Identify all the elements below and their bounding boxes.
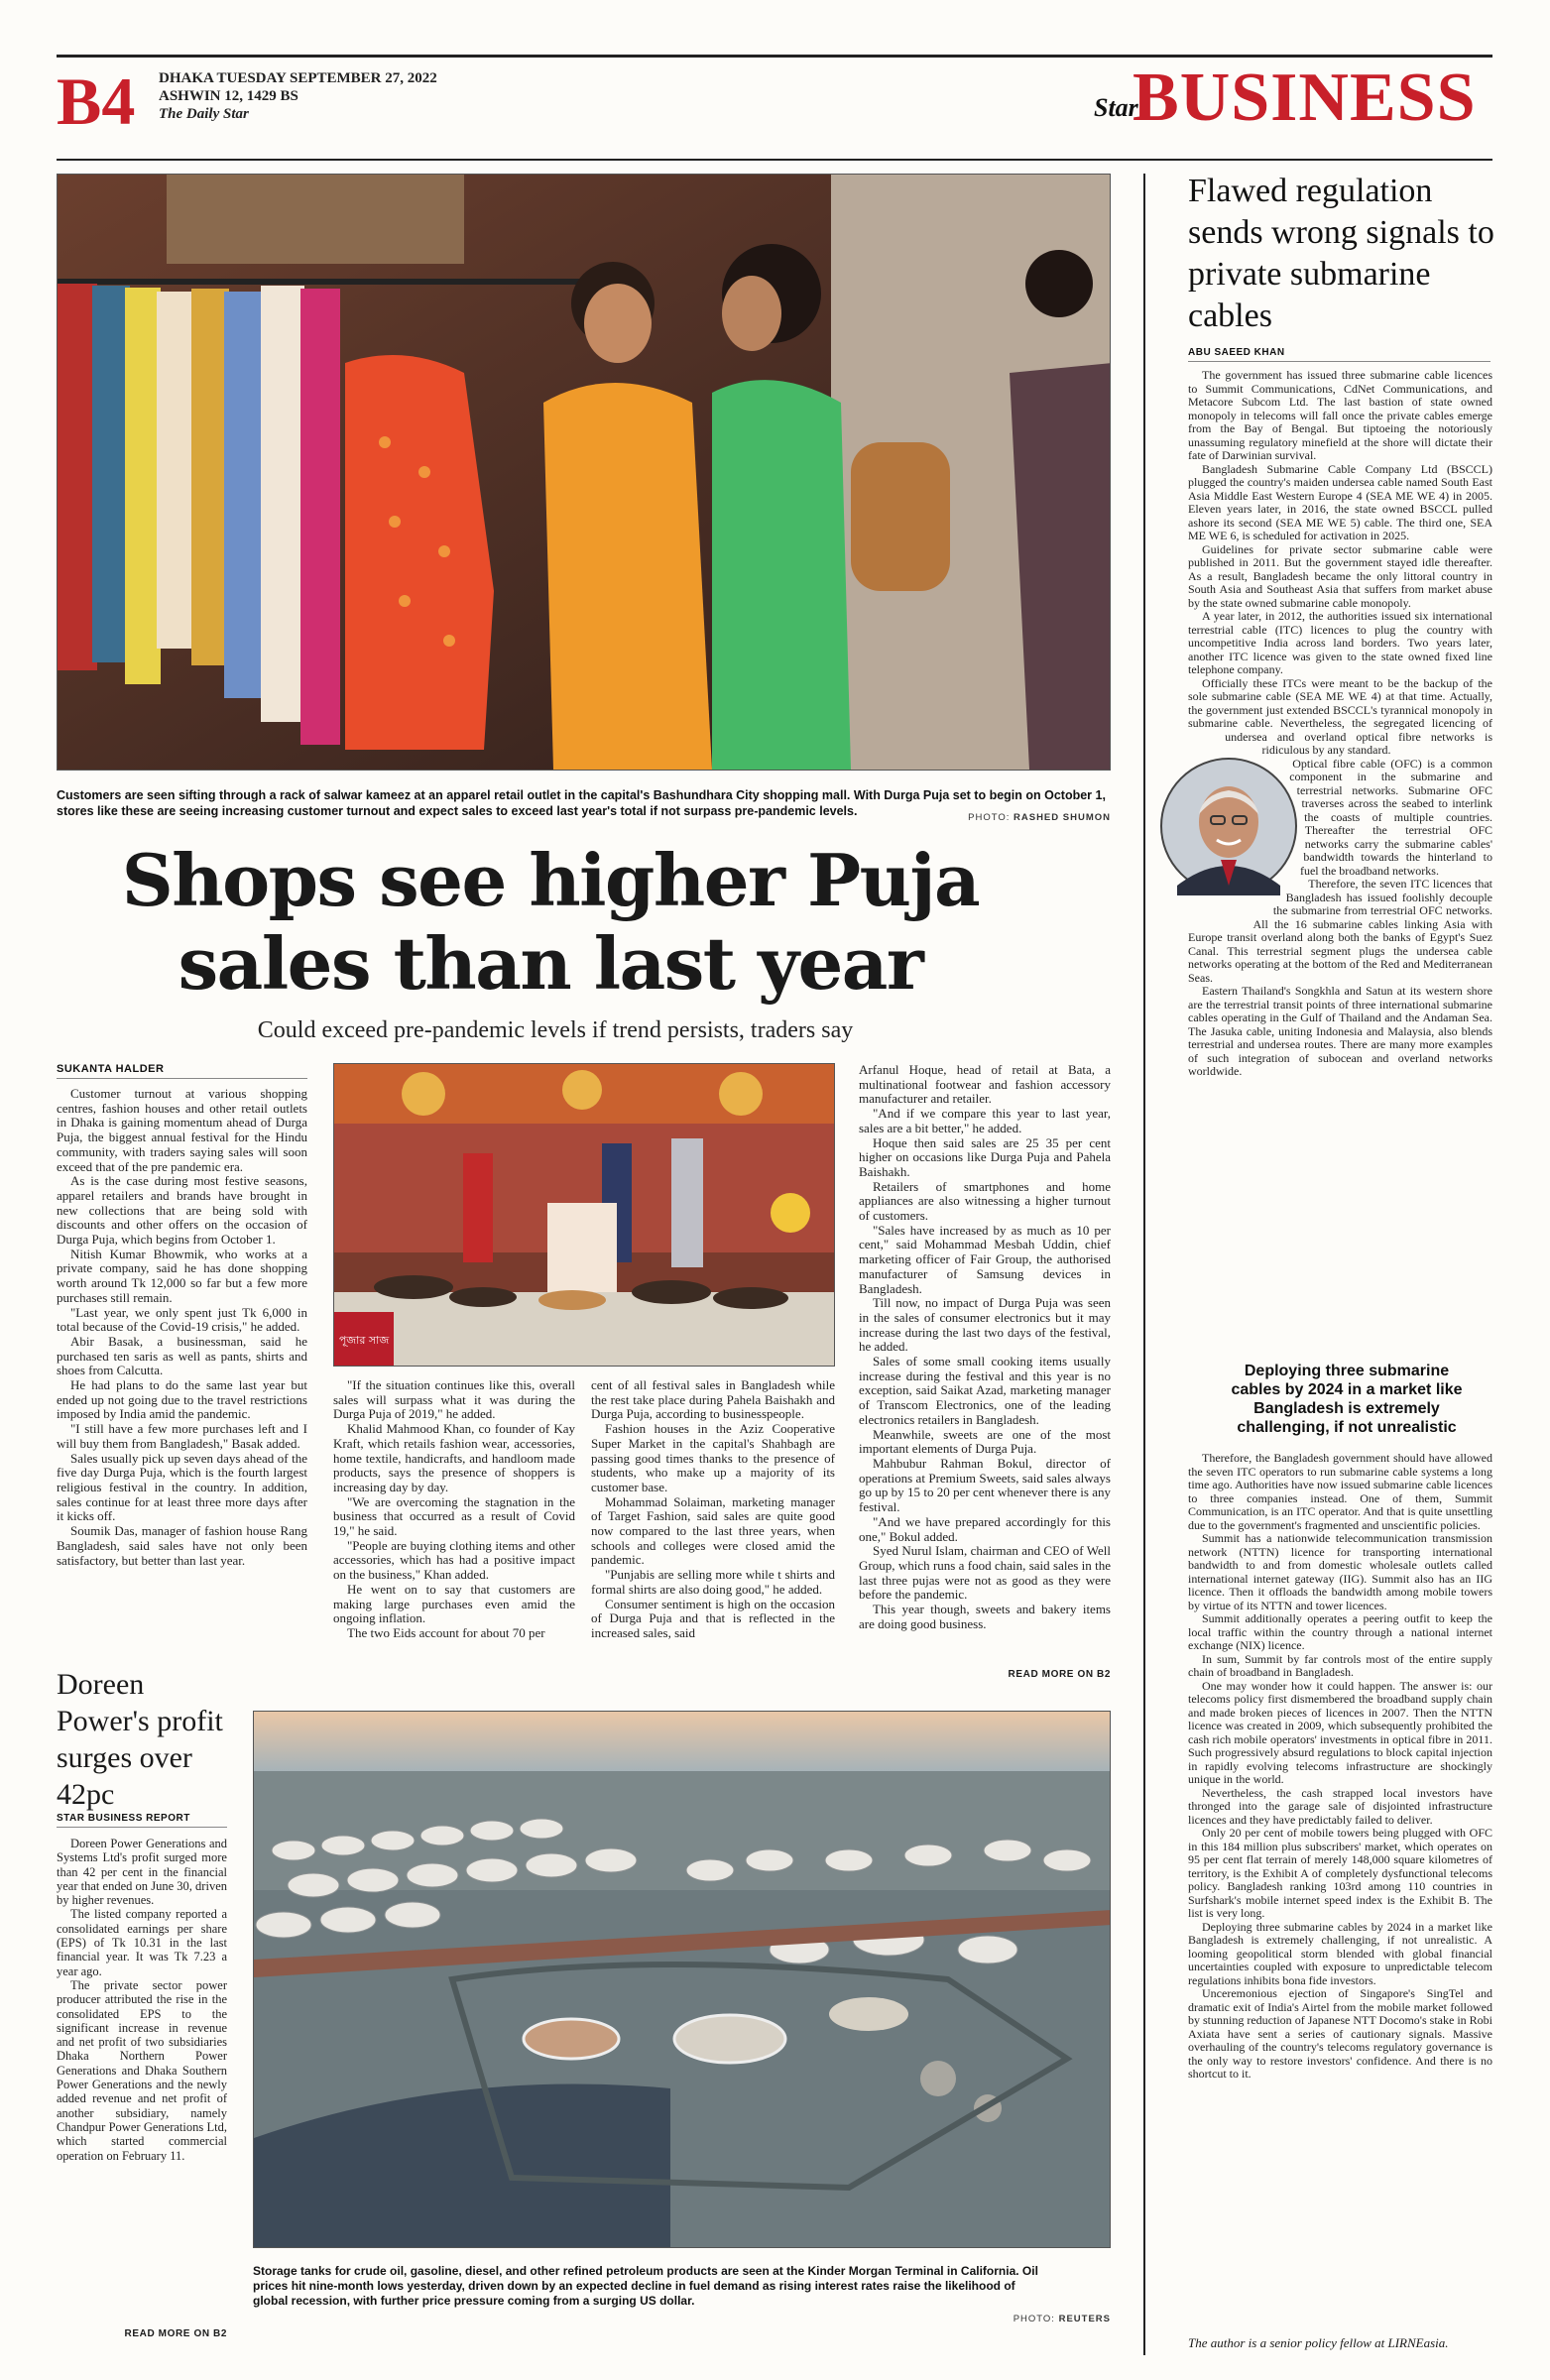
author-portrait bbox=[1154, 752, 1303, 900]
author-tagline: The author is a senior policy fellow at LIRNEasia. bbox=[1188, 2335, 1449, 2350]
shopping-photo bbox=[57, 174, 1111, 771]
page-number: B4 bbox=[57, 63, 136, 139]
masthead-name: The Daily Star bbox=[159, 106, 249, 122]
main-headline: Shops see higher Puja sales than last year bbox=[121, 838, 980, 1006]
paragraph: Consumer sentiment is high on the occasion of Durga Puja and that is reflected in the increased sales, said bbox=[591, 1596, 835, 1640]
author-portrait-illustration bbox=[1159, 757, 1298, 895]
paragraph: Sales usually pick up seven days ahead of the five day Durga Puja, which is the fourth largest religious festival in the country. In addition, sales continue for at least three more days after it kicks off. bbox=[57, 1450, 307, 1524]
paragraph: A year later, in 2012, the authorities issued six international terrestrial cable (ITC) licences to plug the country with uncompetitive India across land borders. Two years later, another ITC licence was given to the state owned fixed line telephone company. bbox=[1188, 609, 1492, 676]
paragraph: He went on to say that customers are making large purchases even amid the ongoing inflation. bbox=[333, 1581, 575, 1626]
paragraph: Soumik Das, manager of fashion house Rang Bangladesh, said sales have not only been satisfactory, but better than last year. bbox=[57, 1523, 307, 1568]
paragraph: Guidelines for private sector submarine cable were published in 2011. But the government stayed idle thereafter. As a result, Bangladesh became the only littoral country in South Asia and Southeast Asia that suffers from market abuse by the state owned submarine cable monopoly. bbox=[1188, 541, 1492, 610]
star-logo: Star bbox=[1094, 93, 1138, 122]
paragraph: Unceremonious ejection of Singapore's SingTel and dramatic exit of India's Airtel from the mobile market followed by stunning reduction of Japanese NTT Docomo's stake in Robi Axiata have sent a series of cautionary signals. Massive overhauling of the country's telecoms regulatory governance is the only way to restore investors' confidence. And there is no shortcut to it. bbox=[1188, 1986, 1492, 2081]
paragraph: Meanwhile, sweets are one of the most important elements of Durga Puja. bbox=[859, 1426, 1111, 1457]
paragraph: Retailers of smartphones and home appliances are also witnessing a higher turnout of customers. bbox=[859, 1178, 1111, 1224]
paragraph: Arfanul Hoque, head of retail at Bata, a multinational footwear and fashion accessory manufacturer and retailer. bbox=[859, 1063, 1111, 1107]
paragraph: Mohammad Solaiman, marketing manager of Target Fashion, said sales are quite good now compared to the last three years, when schools and colleges were closed amid the pandemic. bbox=[591, 1493, 835, 1568]
paragraph: Summit has a nationwide telecommunication transmission network (NTTN) licence for transporting international bandwidth to and from domestic wholesale outlets called international internet gateway (IIG). Summit also has an IIG licence. Then it offloads the bandwidth among mobile towers by virtue of its NTTN and tower licences. bbox=[1188, 1531, 1492, 1612]
side-byline: ABU SAEED KHAN bbox=[1188, 347, 1285, 358]
shopping-photo-illustration bbox=[58, 175, 1111, 771]
paragraph: "And we have prepared accordingly for this one," Bokul added. bbox=[859, 1513, 1111, 1544]
doreen-read-more-link[interactable]: READ MORE ON B2 bbox=[124, 2328, 227, 2339]
paragraph: Syed Nurul Islam, chairman and CEO of Well Group, which runs a food chain, said sales in the last three pujas were not as good as they were before the pandemic. bbox=[859, 1543, 1111, 1603]
promo-poster bbox=[547, 1203, 617, 1292]
paragraph: Bangladesh Submarine Cable Company Ltd (BSCCL) plugged the country's maiden undersea cable named South East Asia Middle East Western Europe 4 (SEA ME WE 4) in 2005. Eleven years later, in 2016, the state owned BSCCL pulled ashore its second (SEA ME WE 5) cable. The third one, SEA ME WE 6, is scheduled for activation in 2025. bbox=[1188, 461, 1492, 542]
main-col-1 bbox=[57, 1087, 307, 1682]
main-col-4 bbox=[859, 1063, 1111, 1680]
paragraph: The government has issued three submarine cable licences to Summit Communications, CdNet Communications, and Metacore Subcom Ltd. The last bastion of state owned monopoly in telecoms will fall once the private cables emerge from the Bay of Bengal. But tiptoeing the notoriously unassuming regulatory minefield at the shore will dictate their fate of Darwinian survival. bbox=[1188, 369, 1492, 462]
paragraph: "And if we compare this year to last year, sales are a bit better," he added. bbox=[859, 1106, 1111, 1135]
paragraph: "I still have a few more purchases left and I will buy them from Bangladesh," Basak added. bbox=[57, 1421, 307, 1451]
section-title: BUSINESS bbox=[1133, 60, 1477, 136]
paragraph: Fashion houses in the Aziz Cooperative Super Market in the capital's Shahbagh are passing good times thanks to the presence of students, who make up a majority of its customer base. bbox=[591, 1421, 835, 1494]
paragraph: In sum, Summit by far controls most of the entire supply chain of broadband in Bangladesh. bbox=[1188, 1651, 1492, 1679]
paragraph: As is the case during most festive seasons, apparel retailers and brands have brought in new collections that are being sold with discounts and other offers on the occasion of Durga Puja, which begins from October 1. bbox=[57, 1173, 307, 1248]
paragraph: Therefore, the seven ITC licences that Bangladesh has issued foolishly decouple the submarine from terrestrial OFC networks. All the 16 submarine cables linking Asia with Europe transit overland along both the banks of Egypt's Suez Canal. This terrestrial segment plugs the undersea cable networks operating at the bottom of the Red and Mediterranean Seas. bbox=[1188, 877, 1492, 985]
main-col-3 bbox=[591, 1378, 835, 1694]
masthead-rule bbox=[57, 159, 1492, 161]
side-col-b bbox=[1188, 1452, 1492, 2324]
shopper-figure bbox=[671, 1138, 703, 1267]
paragraph: He had plans to do the same last year but ended up not going due to the travel restrictions imposed by India amid the pandemic. bbox=[57, 1377, 307, 1422]
paragraph: Doreen Power Generations and Systems Ltd's profit surged more than 42 per cent in the financial year that ended on June 30, driven by higher revenues. bbox=[57, 1837, 227, 1908]
paragraph: This year though, sweets and bakery items are doing good business. bbox=[859, 1602, 1111, 1631]
main-photo-credit bbox=[949, 812, 1111, 823]
store-photo-illustration bbox=[334, 1064, 835, 1367]
main-dek: Could exceed pre-pandemic levels if trend persists, traders say bbox=[257, 1017, 854, 1043]
paragraph: Sales of some small cooking items usually increase during the festival and this year is no exception, said Saikat Azad, marketing manager of Transcom Electronics, one of the leading electronics retailers in Bangladesh. bbox=[859, 1354, 1111, 1427]
paragraph: cent of all festival sales in Bangladesh while the rest take place during Pahela Baishakh and Durga Puja, according to businesspeople. bbox=[591, 1378, 835, 1422]
dateline bbox=[159, 69, 437, 123]
doreen-body bbox=[57, 1837, 227, 2320]
main-col-2 bbox=[333, 1378, 575, 1694]
paragraph: Only 20 per cent of mobile towers being plugged with OFC in this 184 million plus subscribers' market, which operates on 95 per cent flat terrain of merely 148,000 square kilometres of territory, is the Exhibit A of completely dysfunctional telecoms policy. Bangladesh ranking 103rd among 110 countries in Surfshark's mobile internet speed index is the Exhibit B. The list is very long. bbox=[1188, 1826, 1492, 1920]
main-byline: SUKANTA HALDER bbox=[57, 1063, 165, 1075]
paragraph: "Sales have increased by as much as 10 per cent," said Mohammad Mesbah Uddin, chief marketing officer of Fair Group, the authorised manufacturer of Samsung devices in Bangladesh. bbox=[859, 1222, 1111, 1296]
paragraph: Officially these ITCs were meant to be the backup of the sole submarine cable (SEA ME WE 4) at that time. Actually, the government just extended BSCCL's tyrannical monopoly in submarine cable. Nevertheless, the segregated licencing of undersea and overland optical fibre networks is ridiculous by any standard. bbox=[1188, 675, 1492, 757]
store-photo bbox=[333, 1063, 835, 1367]
paragraph: Summit additionally operates a peering outfit to keep the local traffic within the country through a national internet exchange (NIX) licence. bbox=[1188, 1611, 1492, 1652]
byline-rule bbox=[57, 1078, 307, 1079]
flowers bbox=[771, 1193, 810, 1233]
side-byline-rule bbox=[1188, 361, 1490, 362]
paragraph: Nevertheless, the cash strapped local investors have thronged into the garage sale of disjointed infrastructure licences and they have predictably failed to deliver. bbox=[1188, 1785, 1492, 1827]
top-rule bbox=[57, 55, 1492, 58]
doreen-byline: STAR BUSINESS REPORT bbox=[57, 1813, 190, 1824]
paragraph: Khalid Mahmood Khan, co founder of Kay Kraft, which retails fashion wear, accessories, home textile, handicrafts, and handloom made products, says the presence of shoppers is increasing day by day. bbox=[333, 1421, 575, 1494]
paragraph: The private sector power producer attributed the rise in the consolidated EPS to the significant increase in revenue and net profit of two subsidiaries Dhaka Northern Power Generations and Dhaka Southern Power Generations and the newly added revenue and net profit of another subsidiary, namely Chandpur Power Generations Ltd, which started commercial operation on February 11. bbox=[57, 1977, 227, 2163]
paragraph: Abir Basak, a businessman, said he purchased ten saris as well as pants, shirts and shoes from Calcutta. bbox=[57, 1333, 307, 1378]
oil-terminal-photo bbox=[253, 1711, 1111, 2248]
paragraph: Therefore, the Bangladesh government should have allowed the seven ITC operators to run submarine cable systems a long time ago. Authorities have now issued submarine cable licences to three companies instead. One of them, Summit Communication, is an ITC operator. And that is quite unsettling due to the government's fragmented and unscientific policies. bbox=[1188, 1452, 1492, 1532]
paragraph: Mahbubur Rahman Bokul, director of operations at Premium Sweets, said sales always go up by 15 to 20 per cent whenever there is any festival. bbox=[859, 1455, 1111, 1515]
credit-label: PHOTO: bbox=[1013, 2314, 1055, 2324]
paragraph: Deploying three submarine cables by 2024 in a market like Bangladesh is extremely challenging, if not unrealistic. A looming geopolitical storm blended with global financial uncertainties coupled with exposure to unpredictable telecom regulations inhibits bona fide investors. bbox=[1188, 1919, 1492, 1987]
paragraph: Eastern Thailand's Songkhla and Satun at its western shore are the terrestrial transit points of three international submarine cables operating in the Gulf of Thailand and the Andaman Sea. The Jasuka cable, uniting Indonesia and Malaysia, also blends terrestrial and undersea routes. There are many more examples of such integration of subocean and overland networks worldwide. bbox=[1188, 984, 1492, 1078]
store-sign-text: পূজার সাজ bbox=[338, 1334, 390, 1347]
paragraph: "Punjabis are selling more while t shirts and formal shirts are also doing good," he added. bbox=[591, 1567, 835, 1597]
credit-name: REUTERS bbox=[1058, 2314, 1111, 2324]
doreen-byline-rule bbox=[57, 1827, 227, 1828]
paragraph: Nitish Kumar Bhowmik, who works at a private company, said he has done shopping worth around Tk 12,000 so far but a few more purchases still remain. bbox=[57, 1246, 307, 1305]
paragraph: One may wonder how it could happen. The answer is: our telecoms policy first dismembered the broadband supply chain and made broken pieces of licences in 2007. Then the NTTN licence was created in 2009, which subsequently prohibited the cash rich mobile operators' investments in optical fibre in 2011. Such progressively absurd regulations to block capital injection in rapidly evolving telecoms infrastructure are shockingly unique in the world. bbox=[1188, 1678, 1492, 1786]
main-read-more-link[interactable]: READ MORE ON B2 bbox=[1008, 1669, 1111, 1680]
paragraph: "We are overcoming the stagnation in the business that occurred as a result of Covid 19," he said. bbox=[333, 1493, 575, 1539]
oil-photo-caption: Storage tanks for crude oil, gasoline, diesel, and other refined petroleum products are seen at the Kinder Morgan Terminal in California. Oil prices hit nine-month lows yesterday, driven down by an expected decline in fuel demand as rising interest rates raise the likelihood of global recession, with further price pressure coming from a surging US dollar. bbox=[253, 2264, 1038, 2308]
shopper-figure bbox=[463, 1153, 493, 1262]
paragraph: Till now, no impact of Durga Puja was seen in the sales of consumer electronics but it may increase during the last two days of the festival, he added. bbox=[859, 1295, 1111, 1355]
side-subhead: Deploying three submarine cables by 2024 in a market like Bangladesh is extremely challenging, if not unrealistic bbox=[1231, 1363, 1463, 1436]
paragraph: "Last year, we only spent just Tk 6,000 in total because of the Covid-19 crisis," he added. bbox=[57, 1304, 307, 1335]
paragraph: Customer turnout at various shopping centres, fashion houses and other retail outlets in Dhaka is gaining momentum ahead of Durga Puja, the biggest annual festival for the Hindu community, with traders saying sales will soon exceed that of the pre pandemic era. bbox=[57, 1087, 307, 1174]
paragraph: Hoque then said sales are 25 35 per cent higher on occasions like Durga Puja and Pahela Baishakh. bbox=[859, 1134, 1111, 1179]
oil-photo-credit bbox=[992, 2314, 1111, 2324]
doreen-headline: Doreen Power's profit surges over 42pc bbox=[57, 1668, 223, 1811]
credit-name: RASHED SHUMON bbox=[1013, 812, 1111, 823]
paragraph: The two Eids account for about 70 per bbox=[347, 1624, 545, 1640]
oil-terminal-illustration bbox=[254, 1712, 1111, 2248]
credit-label: PHOTO: bbox=[968, 812, 1011, 823]
main-photo-caption: Customers are seen sifting through a rack of salwar kameez at an apparel retail outlet in the capital's Bashundhara City shopping mall. With Durga Puja set to begin on October 1, stores like these are seeing increasing customer turnout and expect sales to exceed last year's total if not surpass pre-pandemic levels. bbox=[57, 788, 1106, 818]
date-line: DHAKA TUESDAY SEPTEMBER 27, 2022 bbox=[159, 70, 437, 86]
paragraph: The listed company reported a consolidated earnings per share (EPS) of Tk 10.31 in the last financial year. It was Tk 7.23 a year ago. bbox=[57, 1907, 227, 1978]
paragraph: Optical fibre cable (OFC) is a common component in the submarine and terrestrial networks. Submarine OFC traverses across the seabed to interlink the coasts of multiple countries. Thereafter the terrestrial OFC networks carry the submarine cables' bandwidth towards the hinterland to fuel the broadband networks. bbox=[1289, 756, 1492, 878]
paragraph: "People are buying clothing items and other accessories, which has had a positive impact on the business," Khan added. bbox=[333, 1537, 575, 1583]
paragraph: "If the situation continues like this, overall sales will surpass what it was during the Durga Puja of 2019," he added. bbox=[333, 1378, 575, 1422]
side-headline: Flawed regulation sends wrong signals to private submarine cables bbox=[1188, 173, 1494, 334]
bangla-date: ASHWIN 12, 1429 BS bbox=[159, 88, 298, 104]
